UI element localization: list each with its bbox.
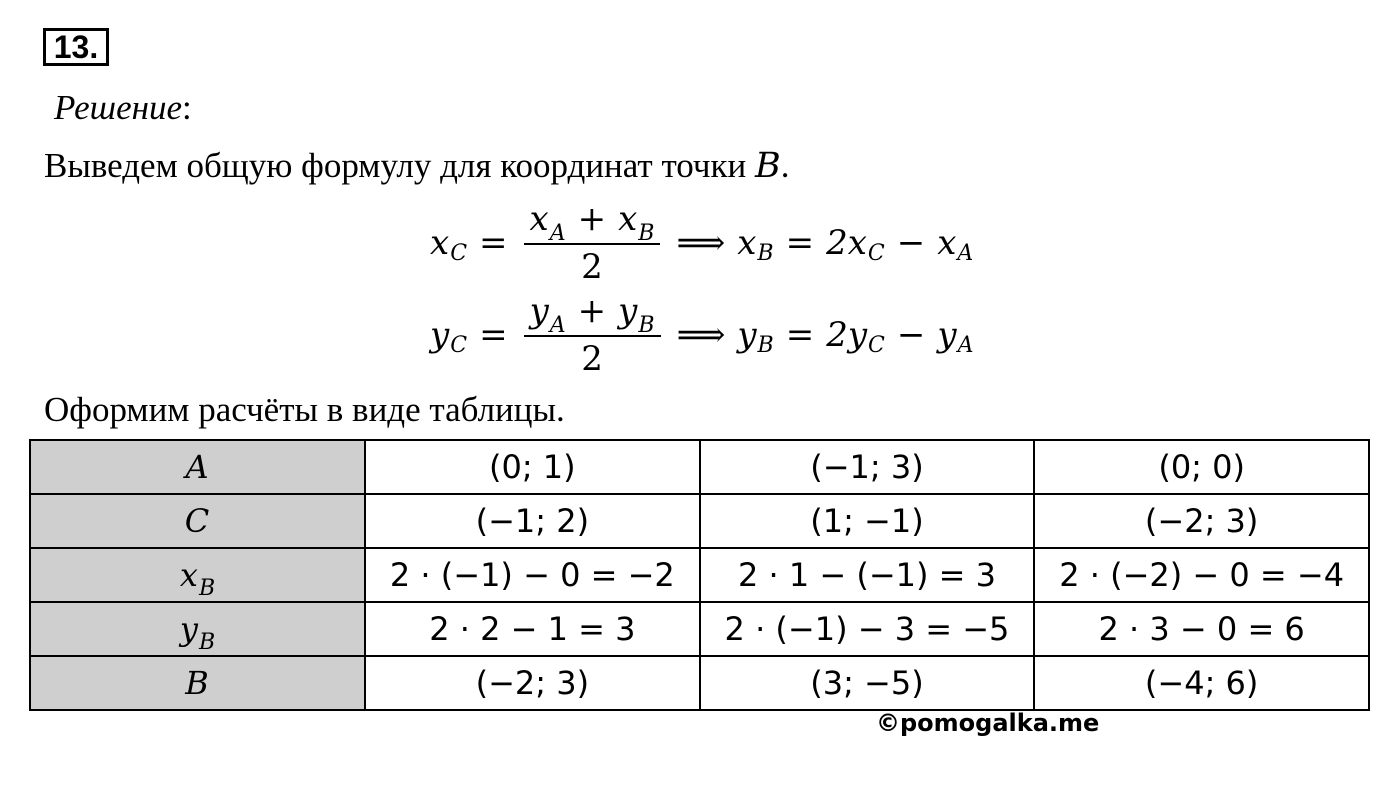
formula-x-minus: − — [896, 223, 926, 263]
table-cell: 2 · (−2) − 0 = −4 — [1034, 548, 1369, 602]
formula-x-eq2: = — [785, 223, 815, 263]
formula-x-eq1: = — [479, 223, 508, 263]
row-label-yb — [30, 602, 365, 656]
row-label-a — [30, 440, 365, 494]
formula-x-num-a-sub: A — [549, 221, 566, 246]
formula-y-rhs-last: y — [937, 315, 957, 355]
table-cell: (−1; 2) — [365, 494, 700, 548]
formula-x-rhs-var-sub: B — [757, 240, 774, 266]
formula-x-plus: + — [577, 199, 607, 239]
row-label-yb-sub: B — [198, 630, 216, 655]
table-row-b — [30, 656, 1369, 710]
watermark: ©pomogalka.me — [876, 709, 1100, 737]
formula-x-rhs-expr: 2x — [826, 223, 867, 263]
formula-y-num-a-sub: A — [549, 313, 566, 338]
table-row-yb — [30, 602, 1369, 656]
table-cell: (−2; 3) — [365, 656, 700, 710]
formula-x-rhs-var: x — [737, 223, 757, 263]
formula-x-num-a: x — [529, 199, 549, 239]
table-cell: (−2; 3) — [1034, 494, 1369, 548]
intro-point: B — [754, 146, 781, 186]
formula-y-eq1: = — [479, 315, 508, 355]
formula-y-num-a: y — [529, 291, 549, 331]
formula-x-numerator — [524, 199, 661, 245]
intro-sentence — [44, 144, 789, 188]
row-label-b-main: B — [185, 664, 209, 702]
row-label-xb-main: x — [179, 556, 198, 594]
formula-y-rhs-expr-sub: C — [868, 332, 885, 358]
row-label-b — [30, 656, 365, 710]
formula-y-num-b: y — [618, 291, 638, 331]
formula-x-implies: ⟹ — [676, 223, 726, 263]
table-cell: (0; 0) — [1034, 440, 1369, 494]
formula-x-rhs-expr-sub: C — [867, 240, 885, 266]
formula-y-num-b-sub: B — [638, 313, 655, 338]
formula-y-lhs: y — [430, 315, 450, 355]
table-row-a — [30, 440, 1369, 494]
formula-y-implies: ⟹ — [676, 315, 726, 355]
formula-y — [430, 292, 974, 378]
table-cell: (3; −5) — [700, 656, 1035, 710]
formula-x-fraction — [524, 199, 661, 287]
formula-y-numerator — [524, 291, 661, 337]
problem-number: 13. — [43, 28, 109, 66]
table-cell: 2 · 2 − 1 = 3 — [365, 602, 700, 656]
solution-label: Решение — [54, 88, 183, 127]
table-cell: (−4; 6) — [1034, 656, 1369, 710]
formula-y-eq2: = — [785, 315, 815, 355]
table-row-xb — [30, 548, 1369, 602]
solution-colon: : — [182, 88, 192, 127]
table-intro: Оформим расчёты в виде таблицы. — [44, 390, 565, 429]
formula-y-rhs-expr: 2y — [826, 315, 868, 355]
row-label-yb-main: y — [179, 610, 198, 648]
formula-y-lhs-sub: C — [450, 332, 468, 358]
formula-y-plus: + — [577, 291, 607, 331]
formula-y-minus: − — [896, 315, 926, 355]
formula-x-denominator: 2 — [581, 247, 603, 287]
calculation-table — [29, 439, 1370, 711]
table-cell: 2 · (−1) − 3 = −5 — [700, 602, 1035, 656]
row-label-c-main: C — [184, 502, 210, 540]
intro-end: . — [780, 146, 790, 185]
formula-y-fraction — [524, 291, 661, 379]
table-cell: 2 · 3 − 0 = 6 — [1034, 602, 1369, 656]
formula-x-rhs-last: x — [937, 223, 957, 263]
intro-text: Выведем общую формулу для координат точки — [44, 146, 755, 185]
formula-y-rhs-var-sub: B — [757, 332, 774, 358]
formula-x-num-b-sub: B — [638, 221, 655, 246]
formula-y-rhs-var: y — [737, 315, 757, 355]
table-row-c — [30, 494, 1369, 548]
row-label-c — [30, 494, 365, 548]
solution-heading — [54, 86, 192, 130]
formula-y-rhs-last-sub: A — [957, 332, 974, 358]
row-label-xb-sub: B — [198, 576, 216, 601]
row-label-xb — [30, 548, 365, 602]
table-cell: 2 · (−1) − 0 = −2 — [365, 548, 700, 602]
formula-x-num-b: x — [618, 199, 638, 239]
row-label-a-main: A — [185, 448, 209, 486]
formula-y-denominator: 2 — [581, 339, 603, 379]
table-cell: (1; −1) — [700, 494, 1035, 548]
formula-x — [430, 200, 973, 286]
formula-x-lhs: x — [430, 223, 450, 263]
formula-x-rhs-last-sub: A — [957, 240, 974, 266]
table-cell: (−1; 3) — [700, 440, 1035, 494]
table-cell: (0; 1) — [365, 440, 700, 494]
formula-x-lhs-sub: C — [450, 240, 468, 266]
table-cell: 2 · 1 − (−1) = 3 — [700, 548, 1035, 602]
